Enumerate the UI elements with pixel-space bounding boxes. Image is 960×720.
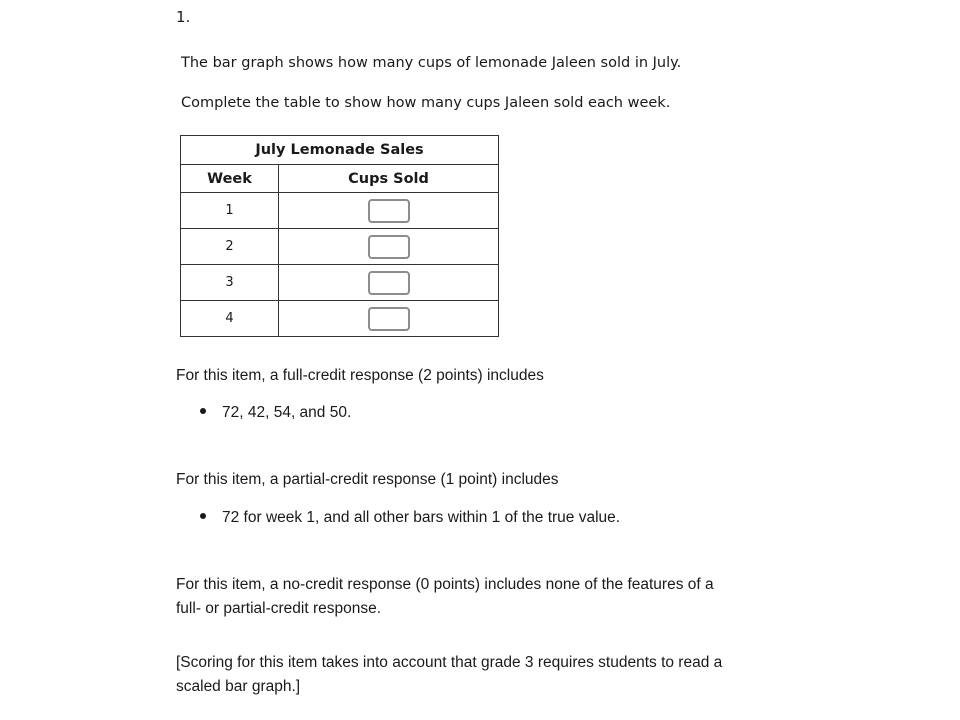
full-credit-bullet [200,404,351,422]
cups-cell [279,193,499,229]
prompt-text: The bar graph shows how many cups of lemonade Jaleen sold in July. [181,55,682,71]
scoring-note-line-2: scaled bar graph.] [176,678,301,695]
full-credit-answer: 72, 42, 54, and 50. [222,404,352,421]
item-number: 1. [176,8,191,26]
week-cell: 4 [181,301,279,337]
instruction-text: Complete the table to show how many cups Jaleen sold each week. [181,95,671,111]
answer-input-week-4[interactable] [368,307,410,331]
table-row [181,229,499,265]
table-row [181,265,499,301]
week-cell: 1 [181,193,279,229]
answer-input-week-1[interactable] [368,199,410,223]
scoring-note-line-1: [Scoring for this item takes into account that grade 3 requires students to read a [176,654,723,671]
partial-credit-bullet [200,509,620,527]
scoring-note [176,651,816,699]
header-cups-sold: Cups Sold [279,165,499,193]
bullet-icon [200,513,206,519]
table-row [181,193,499,229]
bullet-icon [200,408,206,414]
week-cell: 3 [181,265,279,301]
full-credit-intro: For this item, a full-credit response (2 points) includes [176,367,544,384]
header-week: Week [181,165,279,193]
cups-cell [279,229,499,265]
partial-credit-intro: For this item, a partial-credit response (1 point) includes [176,471,559,488]
table-row [181,301,499,337]
table-title: July Lemonade Sales [181,136,499,165]
cups-cell [279,301,499,337]
answer-input-week-3[interactable] [368,271,410,295]
answer-input-week-2[interactable] [368,235,410,259]
lemonade-sales-table [180,135,499,337]
no-credit-line-2: full- or partial-credit response. [176,600,382,617]
no-credit-text [176,573,816,621]
week-cell: 2 [181,229,279,265]
cups-cell [279,265,499,301]
partial-credit-answer: 72 for week 1, and all other bars within 1 of the true value. [222,509,621,526]
no-credit-line-1: For this item, a no-credit response (0 points) includes none of the features of a [176,576,714,593]
